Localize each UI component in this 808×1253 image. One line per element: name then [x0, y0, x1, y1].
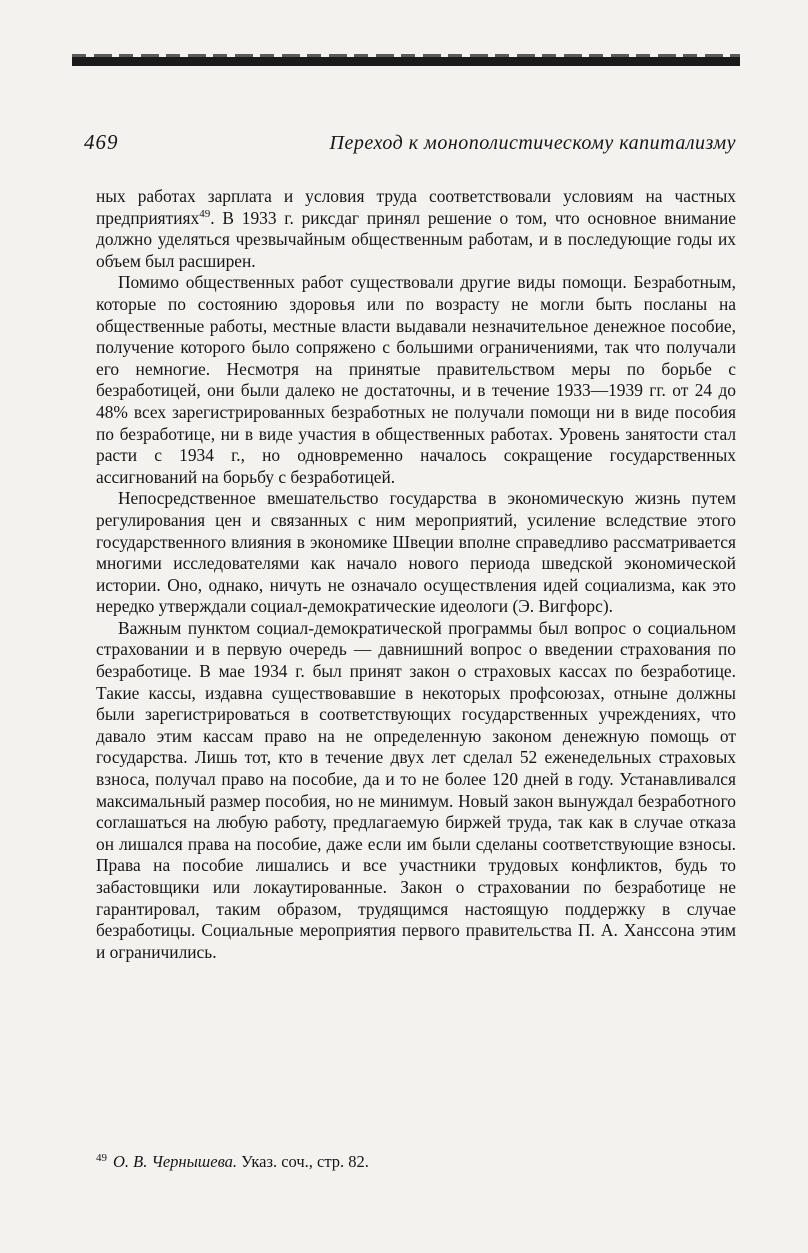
footnote-reference: 49 — [199, 207, 211, 220]
running-head: Переход к монополистическому капитализму — [329, 132, 736, 154]
footnote-author: О. В. Чернышева. — [113, 1152, 237, 1171]
paragraph-2: Помимо общественных работ существовали другие виды помощи. Безработным, которые по состоянию здоровья или по возрасту не могли быть посланы на общественные работы, местные власти выдавали незначительное денежное пособие, получение которого было сопряжено с большими ограничениями, так что получали его немногие. Несмотря на принятые правительством меры по борьбе с безработицей, они были далеко не достаточны, и в течение 1933—1939 гг. от 24 до 48% всех зарегистрированных безработных не получали помощи ни в виде пособия по безработице, ни в виде участия в общественных работах. Уровень занятости стал расти с 1934 г., но одновременно началось сокращение государственных ассигнований на борьбу с безработицей. — [96, 272, 736, 487]
paragraph-4: Важным пунктом социал-демократической программы был вопрос о социальном страховании и в первую очередь — давнишний вопрос о введении страхования по безработице. В мае 1934 г. был принят закон о страховых кассах по безработице. Такие кассы, издавна существовавшие в некоторых профсоюзах, отныне должны были зарегистрироваться в соответствующих государственных учреждениях, что давало этим кассам право на не определенную законом денежную помощь от государства. Лишь тот, кто в течение двух лет сделал 52 еженедельных страховых взноса, получал право на пособие, да и то не более 120 дней в году. Устанавливался максимальный размер пособия, но не минимум. Новый закон вынуждал безработного соглашаться на любую работу, предлагаемую биржей труда, так как в случае отказа он лишался права на пособие, даже если им были сделаны соответствующие взносы. Права на пособие лишались и все участники трудовых конфликтов, будь то забастовщики или локаутированные. Закон о страховании по безработице не гарантировал, таким образом, трудящимся настоящую поддержку в случае безработицы. Социальные мероприятия первого правительства П. А. Ханссона этим и ограничились. — [96, 617, 736, 962]
top-rule — [72, 57, 740, 66]
paragraph-1-text: ных работах зарплата и условия труда соответствовали условиям на частных предприятиях — [96, 186, 736, 228]
paragraph-1 — [96, 186, 736, 272]
body-text — [96, 186, 736, 963]
page-header — [84, 130, 736, 164]
paragraph-3: Непосредственное вмешательство государства в экономическую жизнь путем регулирования цен и связанных с ним мероприятий, усиление вследствие этого государственного влияния в экономике Швеции вполне справедливо рассматривается многими исследователями как начало нового периода шведской экономической истории. Оно, однако, ничуть не означало осуществления идей социализма, как это нередко утверждали социал-демократические идеологи (Э. Вигфорс). — [96, 488, 736, 617]
page-number: 469 — [84, 130, 119, 154]
footnote-mark: 49 — [96, 1151, 107, 1164]
paragraph-1-text-cont: . В 1933 г. риксдаг принял решение о том, что основное внимание должно уделяться чрезвычайным общественным работам, и в последующие годы их объем был расширен. — [96, 207, 736, 271]
footnote-text: Указ. соч., стр. 82. — [237, 1152, 369, 1171]
footnote — [96, 1152, 736, 1172]
